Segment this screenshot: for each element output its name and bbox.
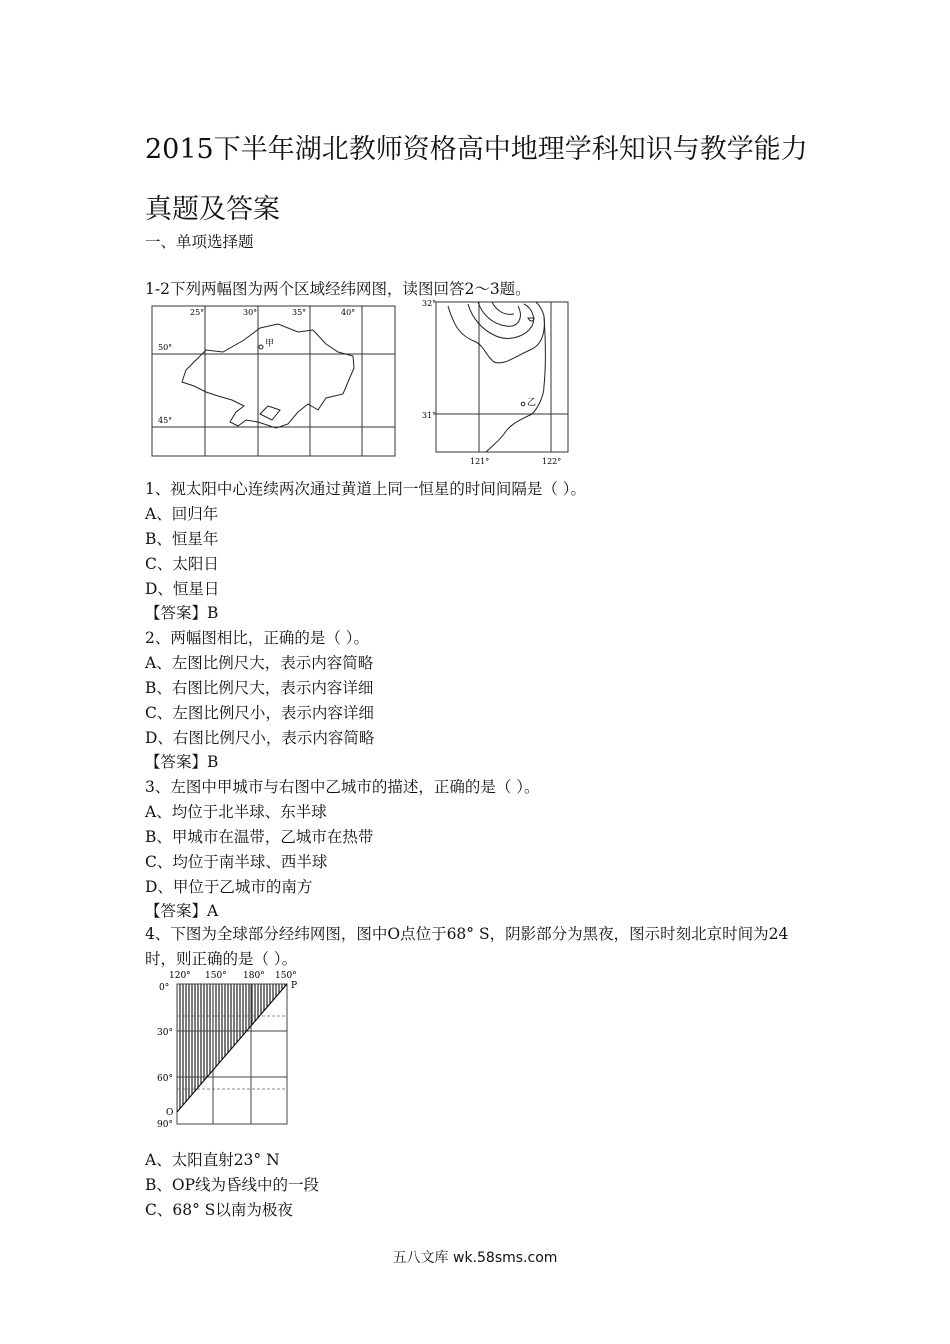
lat-label: 31° bbox=[422, 411, 437, 420]
question-3-option-c: C、均位于南半球、西半球 bbox=[145, 853, 328, 871]
lon-label: 122° bbox=[542, 457, 562, 466]
question-4-option-b: B、OP线为昏线中的一段 bbox=[145, 1176, 320, 1194]
question-1-option-d: D、恒星日 bbox=[145, 580, 220, 598]
question-1-stem: 1、视太阳中心连续两次通过黄道上同一恒星的时间间隔是（ ）。 bbox=[145, 480, 587, 498]
lon-label: 150° bbox=[275, 971, 297, 981]
question-2-option-d: D、右图比例尺小，表示内容简略 bbox=[145, 729, 375, 747]
question-1-option-a: A、回归年 bbox=[145, 505, 219, 523]
lon-label: 25° bbox=[190, 308, 205, 317]
footer-watermark: 五八文库 wk.58sms.com bbox=[392, 1250, 558, 1266]
lat-label: 50° bbox=[158, 343, 173, 352]
question-2-option-b: B、右图比例尺大，表示内容详细 bbox=[145, 679, 374, 697]
question-2-option-c: C、左图比例尺小，表示内容详细 bbox=[145, 704, 374, 722]
question-4-stem: 4、下图为全球部分经纬网图，图中O点位于68° S，阴影部分为黑夜，图示时刻北京时间为24时，则正确的是（ ）。 bbox=[145, 925, 789, 968]
point-p-label: P bbox=[291, 981, 298, 991]
question-1-answer: 【答案】B bbox=[145, 604, 219, 622]
question-4-option-c: C、68° S以南为极夜 bbox=[145, 1201, 293, 1219]
lat-label: 60° bbox=[157, 1074, 173, 1084]
question-3-option-a: A、均位于北半球、东半球 bbox=[145, 803, 327, 821]
lat-label: 32° bbox=[422, 299, 437, 308]
section-heading: 一、单项选择题 bbox=[145, 233, 254, 251]
lat-label: 45° bbox=[158, 416, 173, 425]
lon-label: 150° bbox=[205, 971, 227, 981]
lon-label: 180° bbox=[243, 971, 265, 981]
lat-label: 30° bbox=[157, 1028, 173, 1038]
lon-label: 40° bbox=[341, 308, 356, 317]
intro-text: 1-2下列两幅图为两个区域经纬网图，读图回答2～3题。 bbox=[145, 280, 531, 298]
lon-label: 121° bbox=[470, 457, 490, 466]
question-1-option-b: B、恒星年 bbox=[145, 530, 219, 548]
lon-label: 35° bbox=[292, 308, 307, 317]
lat-label: 90° bbox=[157, 1120, 173, 1130]
question-3-option-d: D、甲位于乙城市的南方 bbox=[145, 878, 313, 896]
question-4-option-a: A、太阳直射23° N bbox=[145, 1151, 280, 1169]
lon-label: 30° bbox=[243, 308, 258, 317]
city-label-yi: 乙 bbox=[527, 398, 537, 408]
left-map-figure bbox=[148, 302, 400, 460]
question-2-option-a: A、左图比例尺大，表示内容简略 bbox=[145, 654, 374, 672]
question-3-option-b: B、甲城市在温带，乙城市在热带 bbox=[145, 828, 374, 846]
question-3-stem: 3、左图中甲城市与右图中乙城市的描述，正确的是（ ）。 bbox=[145, 778, 540, 796]
document-title: 2015下半年湖北教师资格高中地理学科知识与教学能力真题及答案 bbox=[145, 134, 808, 225]
question-2-stem: 2、两幅图相比，正确的是（ ）。 bbox=[145, 629, 370, 647]
question-3-answer: 【答案】A bbox=[145, 902, 219, 920]
point-o-label: O bbox=[166, 1108, 174, 1118]
lat-label: 0° bbox=[159, 983, 170, 993]
question-2-answer: 【答案】B bbox=[145, 753, 219, 771]
city-label-jia: 甲 bbox=[265, 339, 275, 349]
question-1-option-c: C、太阳日 bbox=[145, 555, 219, 573]
lon-label: 120° bbox=[169, 971, 191, 981]
right-map-figure bbox=[420, 296, 572, 468]
lat-lon-grid-figure bbox=[155, 968, 315, 1130]
